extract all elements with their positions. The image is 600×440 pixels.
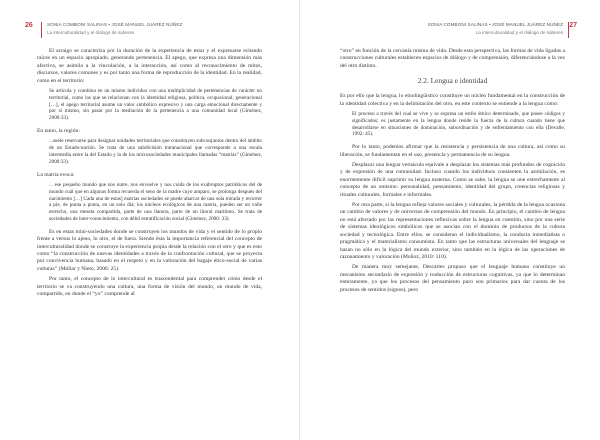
section-title: 2.2. Lengua e identidad	[417, 76, 488, 86]
paragraph: Por otra parte, si la lengua refleja valores sociales y culturales, la pérdida de la lengua ocasiona un cambio de valores y de universos de comprensión del mundo. En principio, el cambio de lengua no está afectado por las representaciones reflexivas sobre la lengua en cuestión, sino por una serie de sistemas ideológicos simbólicos que se asocian con el dominio de productos de la cultura sociedad y tecnológica. Entre ellos, se consideran el individualismo, la conducta inmediatista o pragmática y el materialismo consumista. En tanto que las estructuras universales del lenguaje se basan no sólo en la lógica del mundo exterior, sino también en la lógica de las operaciones de razonamiento y valoración (Muñoz, 2010: 110).	[340, 202, 565, 260]
header-authors: SONIA COMBONI SALINAS • JOSÉ MANUEL JUÁREZ NÚÑEZ	[47, 22, 183, 27]
left-running-header	[25, 22, 270, 44]
header-title: La interculturalidad y el diálogo de saberes	[475, 30, 563, 35]
header-authors: SONIA COMBONI SALINAS • JOSÉ MANUEL JUÁREZ NÚÑEZ	[427, 22, 563, 27]
block-quote: ...suele reservarse para designar unidades territoriales que constituyen subconjuntos dentro del ámbito de un Estado-nación. Se trata de una subdivisión intranacional que corresponde a una escala intermedia entre la del Estado y la de los microsociedades municipales llamadas “matrias” (Giménez, 2000:33).	[49, 138, 262, 165]
block-quote: Se articula y combina en un mismo individuo con una multiplicidad de pertenencias de carácter no territorial, como las que se relacionan con la identidad religiosa, política, ocupacional, generacional […], el apego territorial asume un valor simbólico expresivo y una carga emocional directamente y por sí mismo, sin pasar por la mediación de la pertenencia a una comunidad local (Giménez, 2000:33).	[49, 88, 262, 122]
paragraph: Por lo tanto, podemos afirmar que la resistencia y persistencia de una cultura, así como su liberación, se fundamentan en el uso, presencia y permanencia de su lengua.	[340, 144, 565, 158]
paragraph: Desplazar una lengua vernácula equivale a desplazar los sistemas más profundos de cognición y de expresión de una comunidad. Incluso cuando los individuos consienten la asimilación, es enormemente difícil suprimir su lengua materna. Como se sabe, la lengua se une estrechamente al concepto de un omismo: personalidad, pensamiento, identidad del grupo, creencias religiosas y rituales culturales, formales e informales.	[340, 162, 565, 198]
header-title: La interculturalidad y el diálogo de saberes	[47, 30, 135, 35]
left-body	[37, 48, 262, 428]
paragraph: Por tanto, el concepto de lo intercultural es trascendental para comprender cómo desde el territorio se va construyendo una cultura, una forma de visión del mundo, un mundo de vida, compartido, en donde el “yo” comprende al	[37, 276, 262, 298]
right-page	[300, 0, 600, 440]
block-quote: El proceso a través del cual se vive y se expresa un estilo étnico determinado, que posee códigos y significados; es justamente en la lengua donde reside la fuerza de la cultura cuando tiene que desarrollarse en situaciones de dominación, subordinación y de enfrentamiento con ella (Devalle, 1992: 45).	[352, 111, 565, 138]
paragraph: En tanto, la región:	[37, 128, 80, 135]
right-page-number: 27	[569, 22, 577, 29]
right-running-header	[320, 22, 577, 44]
paragraph: Es en estas mini-sociedades donde se construyen los mundos de vida y el sentido de lo propio frente a versus lo ajeno, lo otro, el de fuera. Siendo ésta la importancia referencial del concepto de interculturalidad donde se construye la experiencia propia desde la relación con el otro y que es esto como “la construcción de nuevas identidades a través de la confrontación cultural, que se proyecta por convivencia humana, basado en el respeto y en la valoración del bagaje ético-social de varias culturas” (Múllar y Nieto, 2006: 25).	[37, 228, 262, 272]
paragraph: Es por ello que la lengua, lo etnolingüístico constituye un núcleo fundamental en la construcción de la identidad colectiva y en la delimitación del otro, en este contexto se entiende a la lengua como:	[340, 93, 565, 107]
paragraph: De manera muy semejante, Descartes propuso que el lenguaje humano constituye un mecanismo secundario de expresión y traducción de estructuras cognitivas, ya que lo determinan enteramente, ya que los procesos del pensamiento puro son primarios para dar cuenta de los procesos de sentidos (signos), pero	[340, 264, 565, 293]
paragraph: El arraigo se caracteriza por la duración de la experiencia de estar y el expresarse echando raíces en un espacio apropiado, generando pertenencia. El apego, que expresa una dimensión más afectiva, se asimila a la vinculación, a la interacción, así como al reconocimiento de mitos, discursos, valores comunes y es por tanto una forma de reproducción de la identidad. En la realidad, como en el territorio:	[37, 48, 262, 84]
block-quote: ... ese pequeño mundo que nos nutre, nos envuelve y nos cuida de los exabruptos patrióticos del de mundo cuál que en algunas forma recuerda el seno de la madre cuyo amparo, se prolonga después del nacimiento […] Cada una de estas] matrias sociedades se puede abarcar de una sola mirada y recorrer a pie, de punta a punta, en un solo día; los núcleos ecológicos de una matria, pueden ser un valle estrecho, una meseta compartida, parte de una llanura, parte de un litoral marítimo. Se trata de sociedades de inter-conocimiento, con débil estratificación social (Giménez, 2000: 33).	[49, 182, 262, 222]
right-body	[340, 48, 565, 428]
header-divider	[41, 22, 42, 38]
paragraph: “otro” en función de la cercanía misma de vida. Desde esta perspectiva, las formas de vida ligadas a construcciones culturales establecen espacios de diálogo y de comprensión, diferenciándose a la vez del otro distinto.	[340, 48, 565, 69]
left-page-number: 26	[25, 22, 33, 29]
paragraph: La matria evoca:	[37, 171, 75, 178]
